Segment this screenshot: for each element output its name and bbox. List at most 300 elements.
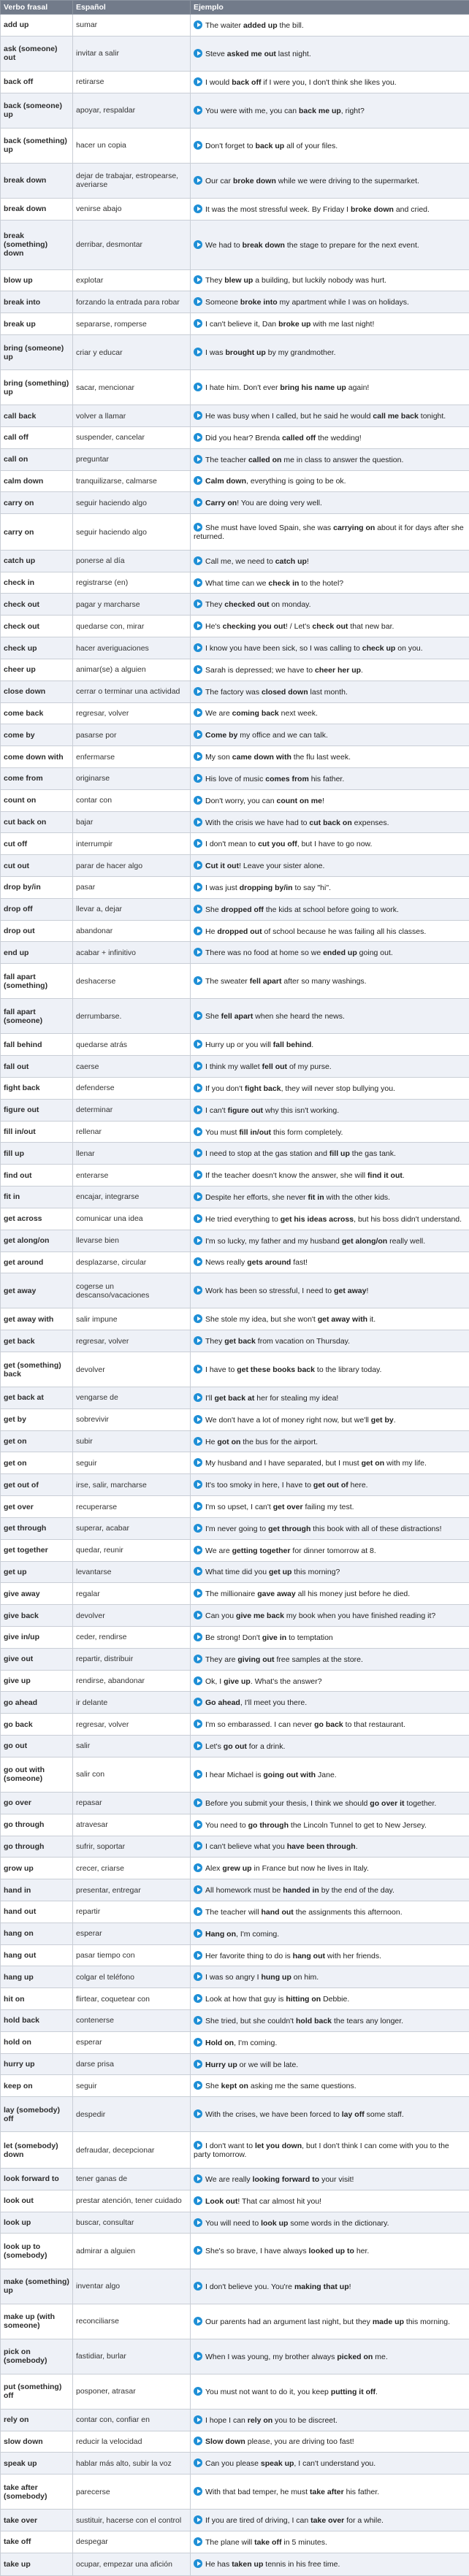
play-audio-icon[interactable]: [194, 383, 202, 391]
example-highlight: brought up: [225, 348, 266, 358]
example-highlight: get along/on: [341, 1236, 388, 1246]
play-audio-icon[interactable]: [194, 2387, 202, 2396]
example-text: to say "hi".: [292, 883, 331, 892]
play-audio-icon[interactable]: [194, 927, 202, 935]
play-audio-icon[interactable]: [194, 176, 202, 185]
play-audio-icon[interactable]: [194, 1676, 202, 1685]
spanish-translation-cell: pasar tiempo con: [73, 1944, 191, 1966]
example-cell: [191, 15, 469, 37]
play-audio-icon[interactable]: [194, 2038, 202, 2047]
play-audio-icon[interactable]: [194, 665, 202, 674]
example-text: I think my wallet: [205, 1062, 262, 1072]
example-cell: [191, 2304, 469, 2339]
phrasal-verb-cell: fall apart (someone): [1, 999, 73, 1034]
play-audio-icon[interactable]: [194, 905, 202, 913]
table-row: [1, 71, 469, 93]
example-cell: [191, 2374, 469, 2409]
example-text: the stage to prepare for the next event.: [284, 240, 419, 250]
play-audio-icon[interactable]: [194, 1798, 202, 1807]
play-audio-icon[interactable]: [194, 839, 202, 848]
spanish-translation-cell: registrarse (en): [73, 572, 191, 594]
table-row: [1, 789, 469, 811]
play-audio-icon[interactable]: [194, 319, 202, 328]
example-cell: [191, 1670, 469, 1692]
play-audio-icon[interactable]: [194, 2352, 202, 2361]
header-spanish: Español: [73, 1, 191, 15]
play-audio-icon[interactable]: [194, 708, 202, 717]
table-row: [1, 2510, 469, 2531]
play-audio-icon[interactable]: [194, 1415, 202, 1424]
table-row: [1, 2339, 469, 2374]
play-audio-icon[interactable]: [194, 2081, 202, 2090]
example-text: We are really: [205, 2174, 253, 2184]
phrasal-verb-cell: go out: [1, 1736, 73, 1757]
example-cell: [191, 920, 469, 942]
play-audio-icon[interactable]: [194, 1698, 202, 1706]
play-audio-icon[interactable]: [194, 1127, 202, 1136]
play-audio-icon[interactable]: [194, 2437, 202, 2445]
phrasal-verb-cell: back off: [1, 71, 73, 93]
phrasal-verb-cell: keep on: [1, 2075, 73, 2097]
example-cell: [191, 1923, 469, 1944]
example-highlight: fell out: [262, 1062, 288, 1072]
play-audio-icon[interactable]: [194, 1214, 202, 1223]
example-cell: [191, 1187, 469, 1208]
example-text: Did you hear? Brenda: [205, 433, 283, 442]
phrasal-verb-cell: cheer up: [1, 659, 73, 681]
play-audio-icon[interactable]: [194, 1741, 202, 1750]
play-audio-icon[interactable]: [194, 498, 202, 507]
phrasal-verb-cell: hurry up: [1, 2053, 73, 2075]
example-highlight: looked up to: [308, 2247, 354, 2256]
table-row: [1, 2031, 469, 2053]
spanish-translation-cell: regresar, volver: [73, 1714, 191, 1736]
table-row: [1, 1605, 469, 1627]
play-audio-icon[interactable]: [194, 77, 202, 86]
example-cell: [191, 1966, 469, 1988]
play-audio-icon[interactable]: [194, 2317, 202, 2326]
phrasal-verb-cell: look forward to: [1, 2169, 73, 2190]
example-text: I can't believe what you: [205, 1842, 287, 1852]
example-cell: [191, 1988, 469, 2010]
example-cell: [191, 1056, 469, 1078]
example-cell: [191, 1858, 469, 1879]
example-text: the bill.: [277, 20, 304, 30]
example-text: We don't have a lot of money right now, but we'll: [205, 1415, 371, 1425]
example-text: this form completely.: [271, 1127, 343, 1137]
play-audio-icon[interactable]: [194, 1633, 202, 1641]
play-audio-icon[interactable]: [194, 1994, 202, 2003]
table-row: [1, 1757, 469, 1792]
example-highlight: making that up: [294, 2282, 349, 2291]
example-text: please, you are driving too fast!: [245, 2437, 354, 2447]
spanish-translation-cell: retirarse: [73, 71, 191, 93]
table-row: [1, 1230, 469, 1251]
table-row: [1, 1099, 469, 1121]
table-row: [1, 702, 469, 724]
example-text: that new bar.: [348, 622, 394, 632]
phrasal-verb-cell: make up (with someone): [1, 2304, 73, 2339]
play-audio-icon[interactable]: [194, 1885, 202, 1894]
example-cell: [191, 492, 469, 514]
example-text: All homework must be: [205, 1886, 283, 1895]
spanish-translation-cell: admirar a alguien: [73, 2234, 191, 2269]
example-highlight: have been through: [286, 1842, 356, 1852]
example-cell: [191, 1692, 469, 1714]
phrasal-verb-cell: close down: [1, 681, 73, 702]
play-audio-icon[interactable]: [194, 1502, 202, 1511]
example-text: Debbie.: [321, 1995, 350, 2004]
example-highlight: getting together: [232, 1546, 291, 1555]
play-audio-icon[interactable]: [194, 433, 202, 442]
phrasal-verb-cell: fill in/out: [1, 1121, 73, 1143]
example-highlight: fit in: [308, 1192, 324, 1202]
example-cell: [191, 313, 469, 335]
play-audio-icon[interactable]: [194, 1286, 202, 1295]
play-audio-icon[interactable]: [194, 1084, 202, 1092]
example-cell: [191, 1836, 469, 1858]
play-audio-icon[interactable]: [194, 2174, 202, 2183]
spanish-translation-cell: llevarse bien: [73, 1230, 191, 1251]
spanish-translation-cell: posponer, atrasar: [73, 2374, 191, 2409]
example-cell: [191, 1208, 469, 1230]
table-row: [1, 2010, 469, 2032]
play-audio-icon[interactable]: [194, 1040, 202, 1049]
example-text: Can you: [205, 1611, 237, 1621]
phrasal-verb-cell: carry on: [1, 492, 73, 514]
phrasal-verb-cell: call off: [1, 426, 73, 448]
phrasal-verb-cell: cut out: [1, 855, 73, 877]
example-highlight: get on: [361, 1459, 385, 1468]
play-audio-icon[interactable]: [194, 1458, 202, 1467]
play-audio-icon[interactable]: [194, 1236, 202, 1245]
play-audio-icon[interactable]: [194, 752, 202, 761]
play-audio-icon[interactable]: [194, 861, 202, 870]
spanish-translation-cell: desplazarse, circular: [73, 1251, 191, 1273]
play-audio-icon[interactable]: [194, 2458, 202, 2467]
table-row: [1, 999, 469, 1034]
example-cell: [191, 2475, 469, 2510]
example-text: ! Leave your sister alone.: [239, 862, 325, 871]
play-audio-icon[interactable]: [194, 1820, 202, 1829]
play-audio-icon[interactable]: [194, 1929, 202, 1938]
table-header-row: [1, 1, 469, 15]
phrasal-verb-cell: break (something) down: [1, 220, 73, 269]
play-audio-icon[interactable]: [194, 2515, 202, 2524]
play-audio-icon[interactable]: [194, 2141, 202, 2150]
play-audio-icon[interactable]: [194, 1105, 202, 1114]
example-cell: [191, 1474, 469, 1496]
play-audio-icon[interactable]: [194, 2060, 202, 2069]
spanish-translation-cell: comunicar una idea: [73, 1208, 191, 1230]
example-highlight: Go ahead: [205, 1698, 240, 1708]
table-row: [1, 1208, 469, 1230]
play-audio-icon[interactable]: [194, 20, 202, 29]
play-audio-icon[interactable]: [194, 1011, 202, 1020]
play-audio-icon[interactable]: [194, 1437, 202, 1446]
spanish-translation-cell: parecerse: [73, 2475, 191, 2510]
play-audio-icon[interactable]: [194, 2246, 202, 2255]
spanish-translation-cell: despegar: [73, 2531, 191, 2553]
play-audio-icon[interactable]: [194, 1863, 202, 1872]
play-audio-icon[interactable]: [194, 687, 202, 696]
example-highlight: Hurry up: [205, 2060, 237, 2069]
example-text: , they will never stop bullying you.: [281, 1084, 395, 1093]
example-cell: [191, 659, 469, 681]
phrasal-verb-cell: get back at: [1, 1387, 73, 1409]
example-text: , but I don't think I can come with you to the party tomorrow.: [194, 2142, 449, 2160]
play-audio-icon[interactable]: [194, 599, 202, 608]
example-cell: [191, 426, 469, 448]
example-highlight: putting it off: [330, 2387, 376, 2396]
spanish-translation-cell: sumar: [73, 15, 191, 37]
example-text: his father.: [343, 2488, 380, 2497]
play-audio-icon[interactable]: [194, 1336, 202, 1345]
example-text: Don't worry, you can: [205, 796, 277, 805]
spanish-translation-cell: volver a llamar: [73, 405, 191, 427]
example-cell: [191, 637, 469, 659]
phrasal-verb-cell: end up: [1, 942, 73, 964]
example-cell: [191, 1034, 469, 1056]
example-highlight: broke down: [350, 204, 394, 214]
example-cell: [191, 1165, 469, 1187]
play-audio-icon[interactable]: [194, 796, 202, 805]
example-text: His love of music: [205, 774, 266, 783]
play-audio-icon[interactable]: [194, 730, 202, 739]
table-row: [1, 93, 469, 128]
example-highlight: fell apart: [221, 1012, 253, 1021]
example-cell: [191, 335, 469, 370]
example-text: Ok, I: [205, 1676, 224, 1686]
spanish-translation-cell: llevar a, dejar: [73, 898, 191, 920]
play-audio-icon[interactable]: [194, 818, 202, 827]
play-audio-icon[interactable]: [194, 1149, 202, 1157]
play-audio-icon[interactable]: [194, 1770, 202, 1779]
play-audio-icon[interactable]: [194, 1655, 202, 1663]
example-text: I was just: [205, 883, 240, 892]
play-audio-icon[interactable]: [194, 348, 202, 356]
play-audio-icon[interactable]: [194, 523, 202, 532]
play-audio-icon[interactable]: [194, 556, 202, 565]
example-text: , I'll meet you there.: [240, 1698, 308, 1708]
play-audio-icon[interactable]: [194, 204, 202, 213]
table-row: [1, 1714, 469, 1736]
example-text: Look at how that guy is: [205, 1995, 286, 2004]
play-audio-icon[interactable]: [194, 297, 202, 306]
example-text: Can you please: [205, 2459, 261, 2469]
example-text: I can't: [205, 1105, 228, 1115]
example-cell: [191, 833, 469, 855]
example-highlight: hand out: [261, 1907, 294, 1917]
example-highlight: Hang on: [205, 1929, 236, 1939]
example-text: She: [205, 905, 221, 914]
play-audio-icon[interactable]: [194, 1365, 202, 1373]
play-audio-icon[interactable]: [194, 1546, 202, 1555]
play-audio-icon[interactable]: [194, 2282, 202, 2291]
example-text: .: [361, 665, 363, 675]
example-cell: [191, 448, 469, 470]
table-row: [1, 681, 469, 702]
example-highlight: hitting on: [286, 1995, 321, 2004]
example-text: We are: [205, 1546, 232, 1555]
spanish-translation-cell: devolver: [73, 1605, 191, 1627]
phrasal-verb-cell: blow up: [1, 269, 73, 291]
example-text: With the crisis we have had to: [205, 818, 310, 827]
play-audio-icon[interactable]: [194, 1393, 202, 1402]
spanish-translation-cell: originarse: [73, 767, 191, 789]
example-cell: [191, 2075, 469, 2097]
example-text: me in class to answer the question.: [281, 455, 404, 464]
example-text: I have to: [205, 1365, 237, 1375]
play-audio-icon[interactable]: [194, 1951, 202, 1960]
example-text: I'm so lucky, my father and my husband: [205, 1236, 342, 1246]
play-audio-icon[interactable]: [194, 621, 202, 630]
table-row: [1, 1056, 469, 1078]
table-row: [1, 1034, 469, 1056]
table-row: [1, 1352, 469, 1387]
example-cell: [191, 1879, 469, 1901]
spanish-translation-cell: tener ganas de: [73, 2169, 191, 2190]
play-audio-icon[interactable]: [194, 1907, 202, 1916]
example-highlight: fill up: [329, 1149, 350, 1159]
example-highlight: give me back: [236, 1611, 284, 1621]
play-audio-icon[interactable]: [194, 1589, 202, 1598]
example-text: the bus for the airport.: [240, 1437, 319, 1446]
example-text: while we were driving to the supermarket.: [275, 176, 419, 185]
example-cell: [191, 964, 469, 999]
play-audio-icon[interactable]: [194, 976, 202, 985]
play-audio-icon[interactable]: [194, 1480, 202, 1489]
example-highlight: made up: [372, 2317, 404, 2326]
table-row: [1, 2553, 469, 2575]
phrasal-verb-cell: get across: [1, 1208, 73, 1230]
example-highlight: get away: [334, 1287, 367, 1296]
table-row: [1, 370, 469, 405]
table-row: [1, 1836, 469, 1858]
example-text: I was so angry I: [205, 1973, 262, 1982]
example-highlight: get over: [272, 1503, 303, 1512]
phrasal-verb-cell: figure out: [1, 1099, 73, 1121]
example-text: the assignments this afternoon.: [293, 1907, 403, 1917]
play-audio-icon[interactable]: [194, 578, 202, 587]
example-highlight: Slow down: [205, 2437, 245, 2447]
table-row: [1, 335, 469, 370]
play-audio-icon[interactable]: [194, 1720, 202, 1728]
play-audio-icon[interactable]: [194, 1972, 202, 1981]
example-cell: [191, 877, 469, 899]
example-cell: [191, 1452, 469, 1474]
example-text: !: [348, 2282, 351, 2291]
play-audio-icon[interactable]: [194, 2196, 202, 2205]
play-audio-icon[interactable]: [194, 49, 202, 58]
example-cell: [191, 71, 469, 93]
example-highlight: asked me out: [226, 49, 276, 58]
example-cell: [191, 1605, 469, 1627]
table-row: [1, 163, 469, 198]
phrasal-verb-cell: come down with: [1, 746, 73, 768]
play-audio-icon[interactable]: [194, 1524, 202, 1533]
example-text: and cried.: [393, 204, 430, 214]
example-text: , right?: [340, 106, 365, 115]
phrasal-verb-cell: get through: [1, 1517, 73, 1539]
phrasal-verb-cell: hand out: [1, 1901, 73, 1923]
play-audio-icon[interactable]: [194, 1841, 202, 1850]
example-text: or we will be late.: [237, 2060, 299, 2069]
play-audio-icon[interactable]: [194, 1170, 202, 1179]
play-audio-icon[interactable]: [194, 1314, 202, 1323]
table-row: [1, 1966, 469, 1988]
example-text: She tried, but she couldn't: [205, 2016, 297, 2025]
play-audio-icon[interactable]: [194, 948, 202, 957]
spanish-translation-cell: cerrar o terminar una actividad: [73, 681, 191, 702]
phrasal-verb-cell: break down: [1, 198, 73, 220]
play-audio-icon[interactable]: [194, 1062, 202, 1070]
play-audio-icon[interactable]: [194, 455, 202, 464]
phrasal-verb-cell: ask (someone) out: [1, 36, 73, 71]
example-text: after so many washings.: [281, 977, 367, 986]
phrasal-verb-cell: fall apart (something): [1, 964, 73, 999]
spanish-translation-cell: sustituir, hacerse con el control: [73, 2510, 191, 2531]
phrasal-verb-cell: go ahead: [1, 1692, 73, 1714]
example-text: when she heard the news.: [253, 1012, 345, 1021]
example-highlight: give in: [262, 1633, 287, 1642]
play-audio-icon[interactable]: [194, 2218, 202, 2227]
phrasal-verb-cell: give in/up: [1, 1626, 73, 1648]
phrasal-verb-cell: find out: [1, 1165, 73, 1187]
example-text: !: [366, 1287, 369, 1296]
play-audio-icon[interactable]: [194, 275, 202, 284]
example-text: The teacher will: [205, 1907, 262, 1917]
play-audio-icon[interactable]: [194, 2016, 202, 2025]
play-audio-icon[interactable]: [194, 411, 202, 420]
play-audio-icon[interactable]: [194, 774, 202, 783]
example-text: on you.: [395, 644, 423, 653]
spanish-translation-cell: levantarse: [73, 1561, 191, 1583]
play-audio-icon[interactable]: [194, 2487, 202, 2496]
play-audio-icon[interactable]: [194, 1611, 202, 1619]
play-audio-icon[interactable]: [194, 1257, 202, 1266]
example-cell: [191, 898, 469, 920]
play-audio-icon[interactable]: [194, 883, 202, 892]
play-audio-icon[interactable]: [194, 2415, 202, 2424]
play-audio-icon[interactable]: [194, 476, 202, 485]
example-cell: [191, 550, 469, 572]
play-audio-icon[interactable]: [194, 1567, 202, 1576]
play-audio-icon[interactable]: [194, 240, 202, 249]
example-highlight: get away with: [317, 1315, 368, 1325]
example-text: ! That car almost hit you!: [237, 2196, 322, 2206]
table-row: [1, 1408, 469, 1430]
play-audio-icon[interactable]: [194, 1192, 202, 1201]
example-text: his father.: [308, 774, 345, 783]
play-audio-icon[interactable]: [194, 2559, 202, 2568]
example-cell: [191, 2169, 469, 2190]
play-audio-icon[interactable]: [194, 2109, 202, 2118]
phrasal-verb-cell: add up: [1, 15, 73, 37]
example-text: with her friends.: [324, 1951, 382, 1960]
phrasal-verb-cell: hang out: [1, 1944, 73, 1966]
play-audio-icon[interactable]: [194, 643, 202, 652]
example-text: her.: [354, 2247, 370, 2256]
table-row: [1, 616, 469, 637]
play-audio-icon[interactable]: [194, 106, 202, 115]
example-text: , everything is going to be ok.: [246, 477, 346, 486]
play-audio-icon[interactable]: [194, 141, 202, 150]
spanish-translation-cell: salir impune: [73, 1308, 191, 1330]
play-audio-icon[interactable]: [194, 2537, 202, 2546]
spanish-translation-cell: despedir: [73, 2097, 191, 2132]
spanish-translation-cell: llenar: [73, 1143, 191, 1165]
